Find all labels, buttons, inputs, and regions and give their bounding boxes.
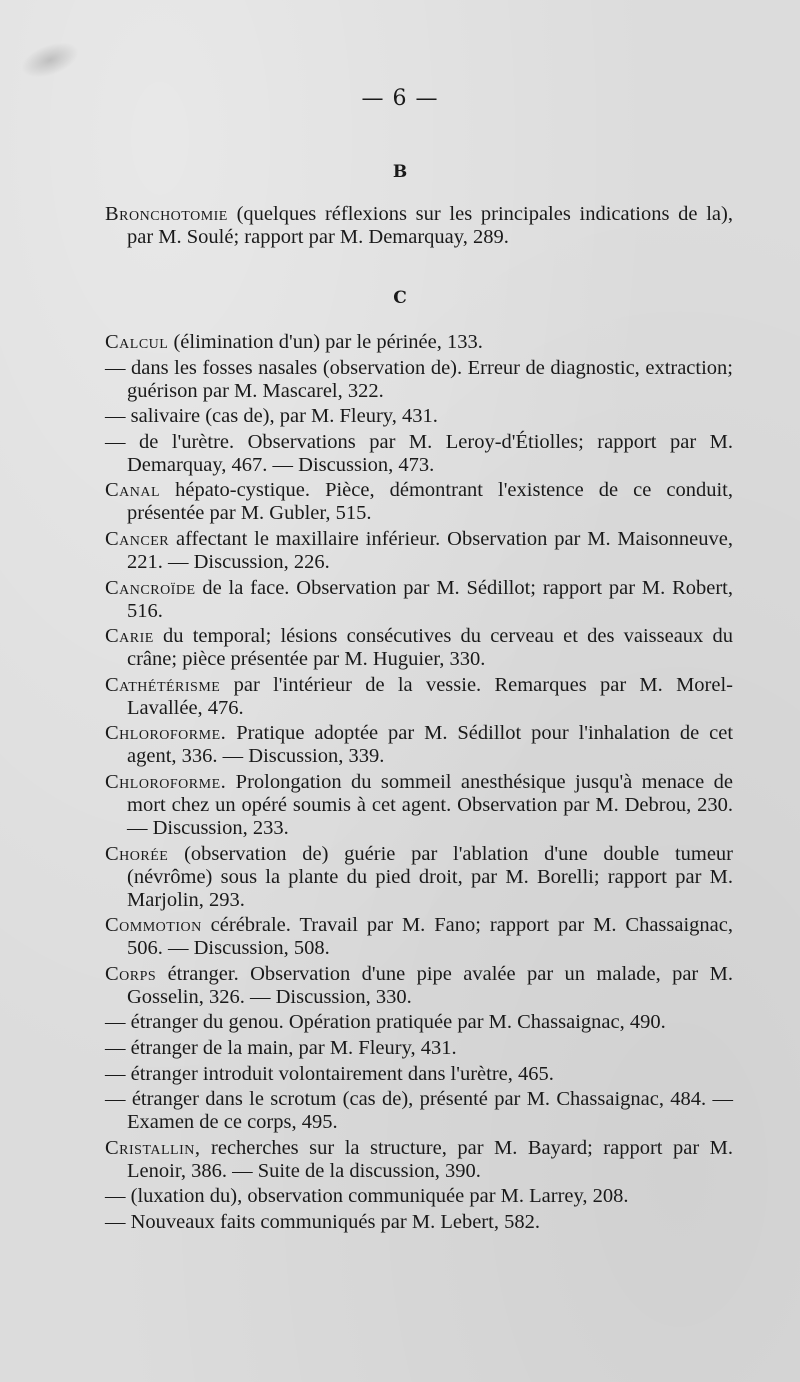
index-entry: [105, 722, 733, 768]
entry-heading: Commotion: [105, 914, 202, 937]
index-entry: [105, 1137, 733, 1183]
index-entry: [105, 625, 733, 671]
entry-text: (quelques réflexions sur les principales indications de la), par M. Soulé; rapport par M. Demarquay, 289.: [127, 203, 733, 248]
entry-heading: Bronchotomie: [105, 203, 228, 225]
entry-text: par l'intérieur de la vessie. Remarques par M. Morel-Lavallée, 476.: [127, 673, 734, 719]
entry-text: — dans les fosses nasales (observation de). Erreur de diagnostic, extraction; guérison par M. Mascarel, 322.: [105, 356, 733, 402]
entry-text: Pratique adoptée par M. Sédillot pour l'inhalation de cet agent, 336. — Discussion, 339.: [127, 722, 734, 768]
index-entry: [105, 1011, 733, 1034]
entry-heading: Cathétérisme: [105, 673, 221, 696]
entry-text: du temporal; lésions consécutives du cerveau et des vaisseaux du crâne; pièce présentée par M. Huguier, 330.: [127, 625, 733, 671]
entry-text: affectant le maxillaire inférieur. Observation par M. Maisonneuve, 221. — Discussion, 226.: [127, 527, 734, 573]
entry-heading: Chorée: [105, 842, 169, 865]
index-entry: [105, 1063, 733, 1086]
ink-smudge: [17, 36, 84, 85]
index-entry: [105, 1211, 733, 1234]
entry-text: étranger. Observation d'une pipe avalée par un malade, par M. Gosselin, 326. — Discussion, 330.: [127, 962, 733, 1008]
index-entry: [105, 405, 733, 428]
entry-text: (observation de) guérie par l'ablation d'une double tumeur (névrôme) sous la plante du pied droit, par M. Borelli; rapport par M. Marjolin, 293.: [127, 842, 734, 911]
index-entry: [105, 479, 733, 525]
entry-text: Prolongation du sommeil anesthésique jusqu'à menace de mort chez un opéré soumis à cet agent. Observation par M. Debrou, 230. — Discussion, 233.: [127, 770, 734, 839]
entry-heading: Corps: [105, 962, 157, 985]
entry-text: — étranger du genou. Opération pratiquée par M. Chassaignac, 490.: [105, 1011, 666, 1034]
entry-text: — de l'urètre. Observations par M. Leroy-d'Étiolles; rapport par M. Demarquay, 467. — Discussion, 473.: [105, 430, 733, 476]
entry-heading: Chloroforme.: [105, 722, 227, 745]
entry-text: de la face. Observation par M. Sédillot; rapport par M. Robert, 516.: [127, 576, 733, 622]
entry-text: recherches sur la structure, par M. Bayard; rapport par M. Lenoir, 386. — Suite de la discussion, 390.: [127, 1136, 734, 1182]
entry-text: — (luxation du), observation communiquée par M. Larrey, 208.: [105, 1185, 629, 1208]
entry-heading: Calcul: [105, 331, 169, 353]
entry-heading: Cancroïde: [105, 576, 196, 599]
entry-text: hépato-cystique. Pièce, démontrant l'existence de ce conduit, présentée par M. Gubler, 515.: [127, 479, 733, 525]
section-letter-b: B: [392, 162, 408, 182]
entry-text: — salivaire (cas de), par M. Fleury, 431.: [105, 405, 438, 428]
index-entry: [105, 331, 733, 354]
index-entry: [105, 1037, 733, 1060]
entry-heading: Chloroforme.: [105, 770, 227, 793]
index-entry: [105, 914, 733, 960]
index-entry: [105, 577, 733, 623]
index-entry: [105, 203, 733, 249]
index-entry: [105, 771, 733, 840]
entry-heading: Cristallin,: [105, 1136, 201, 1159]
entry-text: (élimination d'un) par le périnée, 133.: [173, 331, 483, 353]
index-entry: [105, 1185, 733, 1208]
entry-text: — étranger dans le scrotum (cas de), présenté par M. Chassaignac, 484. — Examen de ce corps, 495.: [105, 1088, 733, 1134]
page-number: — 6 —: [361, 86, 439, 111]
section-letter-c: C: [393, 288, 407, 308]
index-entry: [105, 431, 733, 477]
section-c-entries: [105, 331, 733, 1236]
entry-heading: Cancer: [105, 527, 170, 550]
entry-heading: Canal: [105, 479, 161, 502]
entry-text: — Nouveaux faits communiqués par M. Lebert, 582.: [105, 1210, 540, 1233]
index-entry: [105, 843, 733, 912]
entry-text: — étranger de la main, par M. Fleury, 431.: [105, 1036, 457, 1059]
index-entry: [105, 528, 733, 574]
index-entry: [105, 963, 733, 1009]
index-entry: [105, 357, 733, 403]
index-entry: [105, 1088, 733, 1134]
section-b-entries: [105, 203, 733, 249]
entry-text: — étranger introduit volontairement dans l'urètre, 465.: [105, 1062, 554, 1085]
entry-heading: Carie: [105, 625, 154, 648]
index-entry: [105, 674, 733, 720]
entry-text: cérébrale. Travail par M. Fano; rapport par M. Chassaignac, 506. — Discussion, 508.: [127, 914, 733, 960]
